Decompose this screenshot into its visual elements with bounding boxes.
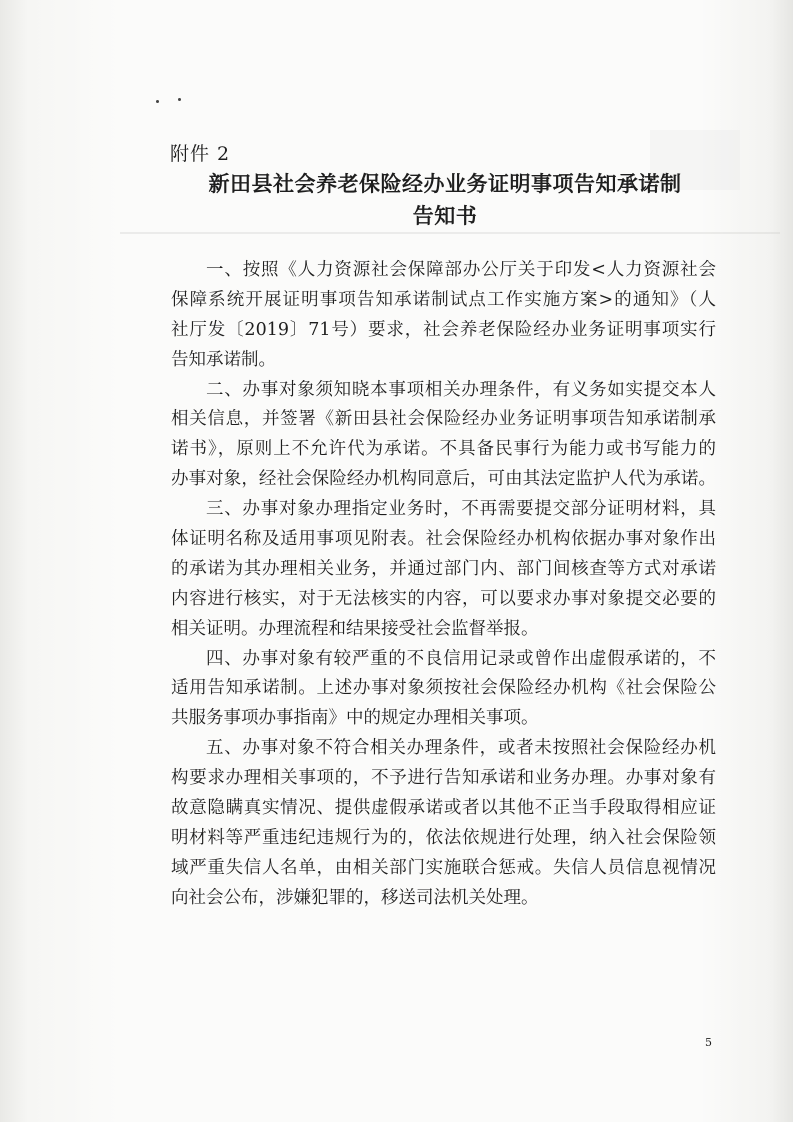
paragraph-3-line: 内容进行核实，对于无法核实的内容，可以要求办事对象提交必要的	[171, 588, 716, 609]
paragraph-4-line: 共服务事项办事指南》中的规定办理相关事项。	[171, 708, 539, 729]
paragraph-3-line: 的承诺为其办理相关业务，并通过部门内、部门间核查等方式对承诺	[171, 558, 716, 579]
scan-dots	[156, 96, 196, 106]
document-title-line-2: 告知书	[412, 203, 478, 228]
paragraph-3-line: 相关证明。办理流程和结果接受社会监督举报。	[171, 618, 539, 639]
show-through-band	[120, 232, 780, 234]
paragraph-1-line: 告知承诺制。	[171, 349, 276, 370]
paragraph-2-line: 相关信息，并签署《新田县社会保险经办业务证明事项告知承诺制承	[171, 409, 716, 430]
paragraph-3-line: 三、办事对象办理指定业务时，不再需要提交部分证明材料，具	[206, 499, 716, 520]
paragraph-2-line: 诺书》，原则上不允许代为承诺。不具备民事行为能力或书写能力的	[171, 439, 716, 460]
paragraph-2-line: 办事对象，经社会保险经办机构同意后，可由其法定监护人代为承诺。	[171, 469, 716, 490]
paragraph-1-line: 保障系统开展证明事项告知承诺制试点工作实施方案>的通知》（人	[171, 289, 716, 310]
paragraph-5-line: 构要求办理相关事项的，不予进行告知承诺和业务办理。办事对象有	[171, 768, 716, 789]
paragraph-4-line: 适用告知承诺制。上述办事对象须按社会保险经办机构《社会保险公	[171, 678, 716, 699]
paragraph-5-line: 域严重失信人名单，由相关部门实施联合惩戒。失信人员信息视情况	[171, 857, 716, 878]
paragraph-1-line: 一、按照《人力资源社会保障部办公厅关于印发<人力资源社会	[206, 260, 716, 280]
paragraph-4-line: 四、办事对象有较严重的不良信用记录或曾作出虚假承诺的，不	[206, 648, 716, 669]
page-number: 5	[705, 1036, 712, 1049]
paragraph-5-line: 故意隐瞒真实情况、提供虚假承诺或者以其他不正当手段取得相应证	[171, 798, 716, 819]
paragraph-3-line: 体证明名称及适用事项见附表。社会保险经办机构依据办事对象作出	[171, 529, 716, 550]
document-title: 新田县社会养老保险经办业务证明事项告知承诺制	[208, 171, 682, 196]
attachment-label: 附件 2	[170, 143, 231, 165]
paragraph-2-line: 二、办事对象须知晓本事项相关办理条件，有义务如实提交本人	[206, 379, 716, 400]
document-body	[171, 256, 716, 914]
paragraph-5-line: 五、办事对象不符合相关办理条件，或者未按照社会保险经办机	[206, 738, 716, 759]
paragraph-1-line: 社厅发〔2019〕71号）要求，社会养老保险经办业务证明事项实行	[171, 319, 716, 340]
paragraph-5-line: 明材料等严重违纪违规行为的，依法依规进行处理，纳入社会保险领	[171, 827, 716, 848]
paragraph-5-line: 向社会公布，涉嫌犯罪的，移送司法机关处理。	[171, 887, 539, 908]
